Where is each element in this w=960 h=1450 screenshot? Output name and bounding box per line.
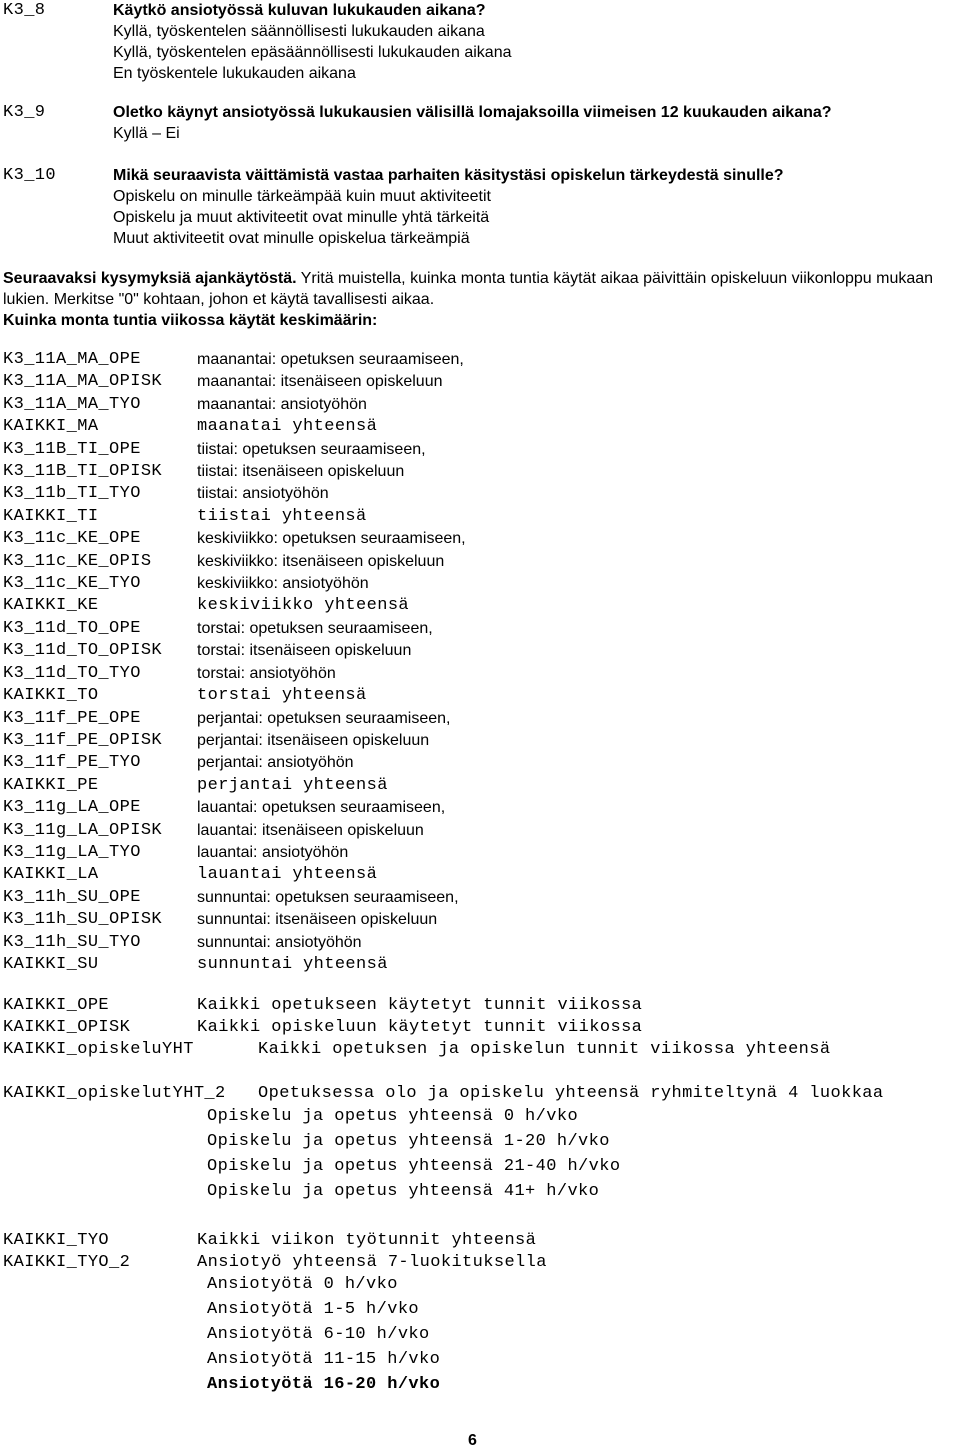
answer-option: Kyllä, työskentelen säännöllisesti lukukauden aikana [113,23,485,40]
total-row [3,1017,643,1039]
variable-desc: torstai yhteensä [197,686,367,706]
total-desc: Kaikki opetuksen ja opiskelun tunnit viikossa yhteensä [258,1040,831,1059]
variable-desc: sunnuntai: opetuksen seuraamiseen, [197,888,459,906]
variable-code: KAIKKI_MA [3,417,99,437]
answer-option: Kyllä – Ei [113,125,180,142]
variable-desc: keskiviikko: itsenäiseen opiskeluun [197,552,445,570]
variable-code: KAIKKI_TI [3,506,99,526]
intro-question: Kuinka monta tuntia viikossa käytät keskimäärin: [3,312,378,329]
variable-desc: maanantai: itsenäiseen opiskeluun [197,373,443,391]
variable-code: K3_11f_PE_TYO [3,753,141,773]
total-code: KAIKKI_OPE [3,996,110,1015]
variable-code: K3_11h_SU_OPE [3,887,141,907]
grouped-desc: Opetuksessa olo ja opiskelu yhteensä ryhmiteltynä 4 luokkaa [258,1084,884,1103]
variable-desc: sunnuntai yhteensä [197,954,388,974]
intro-text: Yritä muistella, kuinka monta tuntia käytät aikaa päivittäin opiskeluun viikonloppu mukaan lukien. Merkitse "0" kohtaan, johon et käytä tavallisesti aikaa. [3,270,934,308]
variable-desc: keskiviikko yhteensä [197,596,410,616]
variable-desc: perjantai: itsenäiseen opiskeluun [197,731,430,749]
total-desc: Kaikki opetukseen käytetyt tunnit viikossa [197,996,643,1015]
total-row [3,1039,831,1061]
variable-desc: lauantai yhteensä [197,865,378,885]
variable-code: K3_11d_TO_OPE [3,618,141,638]
category-item: Ansiotyötä 11-15 h/vko [207,1350,441,1369]
variable-code: K3_11B_TI_OPE [3,439,141,459]
variable-desc: torstai: ansiotyöhön [197,664,336,682]
work-desc: Kaikki viikon työtunnit yhteensä [197,1231,537,1250]
answer-option: En työskentele lukukauden aikana [113,65,356,82]
variable-desc: perjantai: opetuksen seuraamiseen, [197,709,451,727]
variable-code: K3_11b_TI_TYO [3,484,141,504]
variable-desc: sunnuntai: ansiotyöhön [197,933,362,951]
answer-option: Kyllä, työskentelen epäsäännöllisesti lukukauden aikana [113,44,512,61]
work-desc: Ansiotyö yhteensä 7-luokituksella [197,1253,547,1272]
variable-code: KAIKKI_KE [3,596,99,616]
work-row [3,1252,547,1274]
total-desc: Kaikki opiskeluun käytetyt tunnit viikossa [197,1018,643,1037]
question-title: Mikä seuraavista väittämistä vastaa parhaiten käsitystäsi opiskelun tärkeydestä sinulle? [113,167,784,184]
category-item: Ansiotyötä 0 h/vko [207,1275,398,1294]
question-block [113,165,784,249]
variable-code: KAIKKI_TO [3,686,99,706]
variable-code: K3_11d_TO_OPISK [3,641,163,661]
question-code: K3_9 [3,103,46,122]
variable-code: K3_11A_MA_TYO [3,394,141,414]
variable-desc: lauantai: itsenäiseen opiskeluun [197,821,424,839]
work-row [3,1230,537,1252]
variable-desc: lauantai: opetuksen seuraamiseen, [197,799,446,817]
answer-option: Opiskelu on minulle tärkeämpää kuin muut aktiviteetit [113,188,491,205]
variable-code: K3_11c_KE_OPE [3,529,141,549]
work-code: KAIKKI_TYO [3,1231,110,1250]
variable-code: K3_11h_SU_TYO [3,932,141,952]
question-code: K3_8 [3,1,46,20]
variable-desc: perjantai: ansiotyöhön [197,754,354,772]
category-item: Opiskelu ja opetus yhteensä 41+ h/vko [207,1182,600,1201]
category-item: Ansiotyötä 6-10 h/vko [207,1325,430,1344]
variable-code: K3_11g_LA_OPISK [3,820,163,840]
variable-code: K3_11d_TO_TYO [3,663,141,683]
variable-desc: keskiviikko: ansiotyöhön [197,575,369,593]
answer-option: Muut aktiviteetit ovat minulle opiskelua tärkeämpiä [113,230,470,247]
category-item: Ansiotyötä 1-5 h/vko [207,1300,420,1319]
work-code: KAIKKI_TYO_2 [3,1253,131,1272]
variable-code: K3_11h_SU_OPISK [3,910,163,930]
total-code: KAIKKI_OPISK [3,1018,131,1037]
variable-code: K3_11f_PE_OPE [3,708,141,728]
variable-desc: maanantai: ansiotyöhön [197,395,367,413]
variable-desc: tiistai: ansiotyöhön [197,485,329,503]
variable-desc: keskiviikko: opetuksen seuraamiseen, [197,530,466,548]
variable-desc: sunnuntai: itsenäiseen opiskeluun [197,911,438,929]
category-item: Opiskelu ja opetus yhteensä 0 h/vko [207,1107,579,1126]
variable-code: K3_11f_PE_OPISK [3,730,163,750]
question-title: Oletko käynyt ansiotyössä lukukausien välisillä lomajaksoilla viimeisen 12 kuukauden aikana? [113,104,832,121]
variable-code: K3_11A_MA_OPE [3,350,141,369]
category-item: Opiskelu ja opetus yhteensä 1-20 h/vko [207,1132,610,1151]
variable-desc: tiistai: opetuksen seuraamiseen, [197,440,426,458]
variable-desc: perjantai yhteensä [197,775,388,795]
intro-paragraph [3,268,960,310]
grouped-code: KAIKKI_opiskelutYHT_2 [3,1084,226,1103]
question-title: Käytkö ansiotyössä kuluvan lukukauden aikana? [113,2,486,19]
question-block [113,0,511,84]
variable-code: K3_11c_KE_TYO [3,574,141,594]
variable-code: KAIKKI_SU [3,954,99,974]
category-item: Ansiotyötä 16-20 h/vko [207,1375,441,1394]
variable-desc: torstai: opetuksen seuraamiseen, [197,619,433,637]
variable-code: K3_11c_KE_OPIS [3,551,152,571]
question-block [113,102,832,144]
question-code: K3_10 [3,166,57,185]
grouped-row [3,1083,884,1105]
variable-code: KAIKKI_LA [3,865,99,885]
variable-code: K3_11A_MA_OPISK [3,372,163,392]
intro-lead: Seuraavaksi kysymyksiä ajankäytöstä. [3,270,297,287]
total-code: KAIKKI_opiskeluYHT [3,1040,194,1059]
category-item: Opiskelu ja opetus yhteensä 21-40 h/vko [207,1157,621,1176]
variable-desc: maanantai: opetuksen seuraamiseen, [197,351,464,368]
variable-desc: tiistai: itsenäiseen opiskeluun [197,463,405,481]
answer-option: Opiskelu ja muut aktiviteetit ovat minulle yhtä tärkeitä [113,209,490,226]
variable-code: K3_11g_LA_TYO [3,842,141,862]
intro-section [3,268,960,331]
variable-desc: torstai: itsenäiseen opiskeluun [197,642,412,660]
page-number: 6 [468,1432,477,1449]
variable-desc: maanatai yhteensä [197,417,378,437]
variable-code: K3_11g_LA_OPE [3,798,141,818]
variable-code: KAIKKI_PE [3,775,99,795]
variable-code: K3_11B_TI_OPISK [3,462,163,482]
total-row [3,995,643,1017]
variable-desc: lauantai: ansiotyöhön [197,843,349,861]
variable-desc: tiistai yhteensä [197,506,367,526]
